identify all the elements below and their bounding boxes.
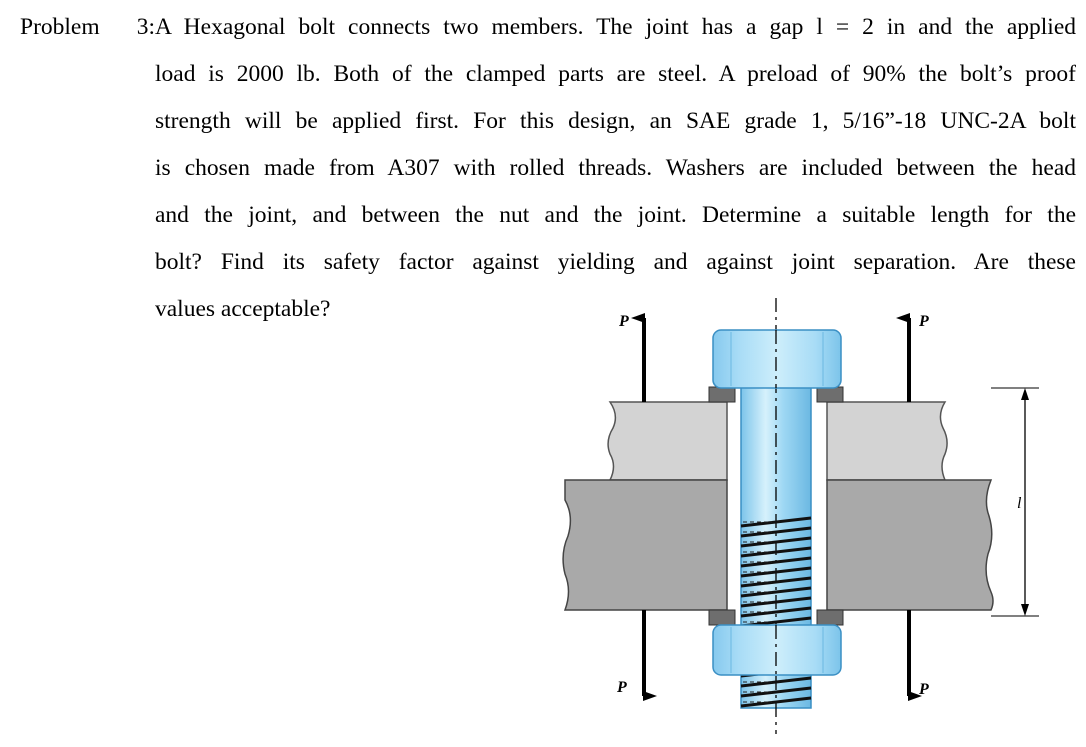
load-label-top-left: P: [619, 313, 629, 330]
load-label-bottom-left: P: [617, 679, 627, 696]
load-label-top-right: P: [919, 313, 929, 330]
bolted-joint-diagram: [555, 296, 1050, 736]
dimension-l: [991, 388, 1039, 616]
problem-line-1: [20, 4, 1076, 51]
problem-line-7: values acceptable?: [155, 296, 331, 322]
bolt-head: [713, 330, 841, 388]
problem-statement: [20, 4, 1076, 333]
problem-label: Problem 3:: [20, 14, 155, 40]
problem-line-3: strength will be applied first. For this design, an SAE grade 1, 5/16”-18 UNC-2A bolt: [155, 108, 1076, 134]
bolted-joint-figure: [555, 296, 1050, 736]
problem-text-line-1: A Hexagonal bolt connects two members. The joint has a gap l = 2 in and the applied: [155, 14, 1076, 40]
problem-line-5: and the joint, and between the nut and the joint. Determine a suitable length for the: [155, 202, 1076, 228]
problem-line-6: bolt? Find its safety factor against yielding and against joint separation. Are these: [155, 249, 1076, 275]
dimension-label-l: l: [1017, 495, 1022, 512]
problem-line-4: is chosen made from A307 with rolled threads. Washers are included between the head: [155, 155, 1076, 181]
nut: [713, 625, 841, 675]
problem-line-2: load is 2000 lb. Both of the clamped parts are steel. A preload of 90% the bolt’s proof: [155, 61, 1076, 87]
load-label-bottom-right: P: [919, 681, 929, 698]
